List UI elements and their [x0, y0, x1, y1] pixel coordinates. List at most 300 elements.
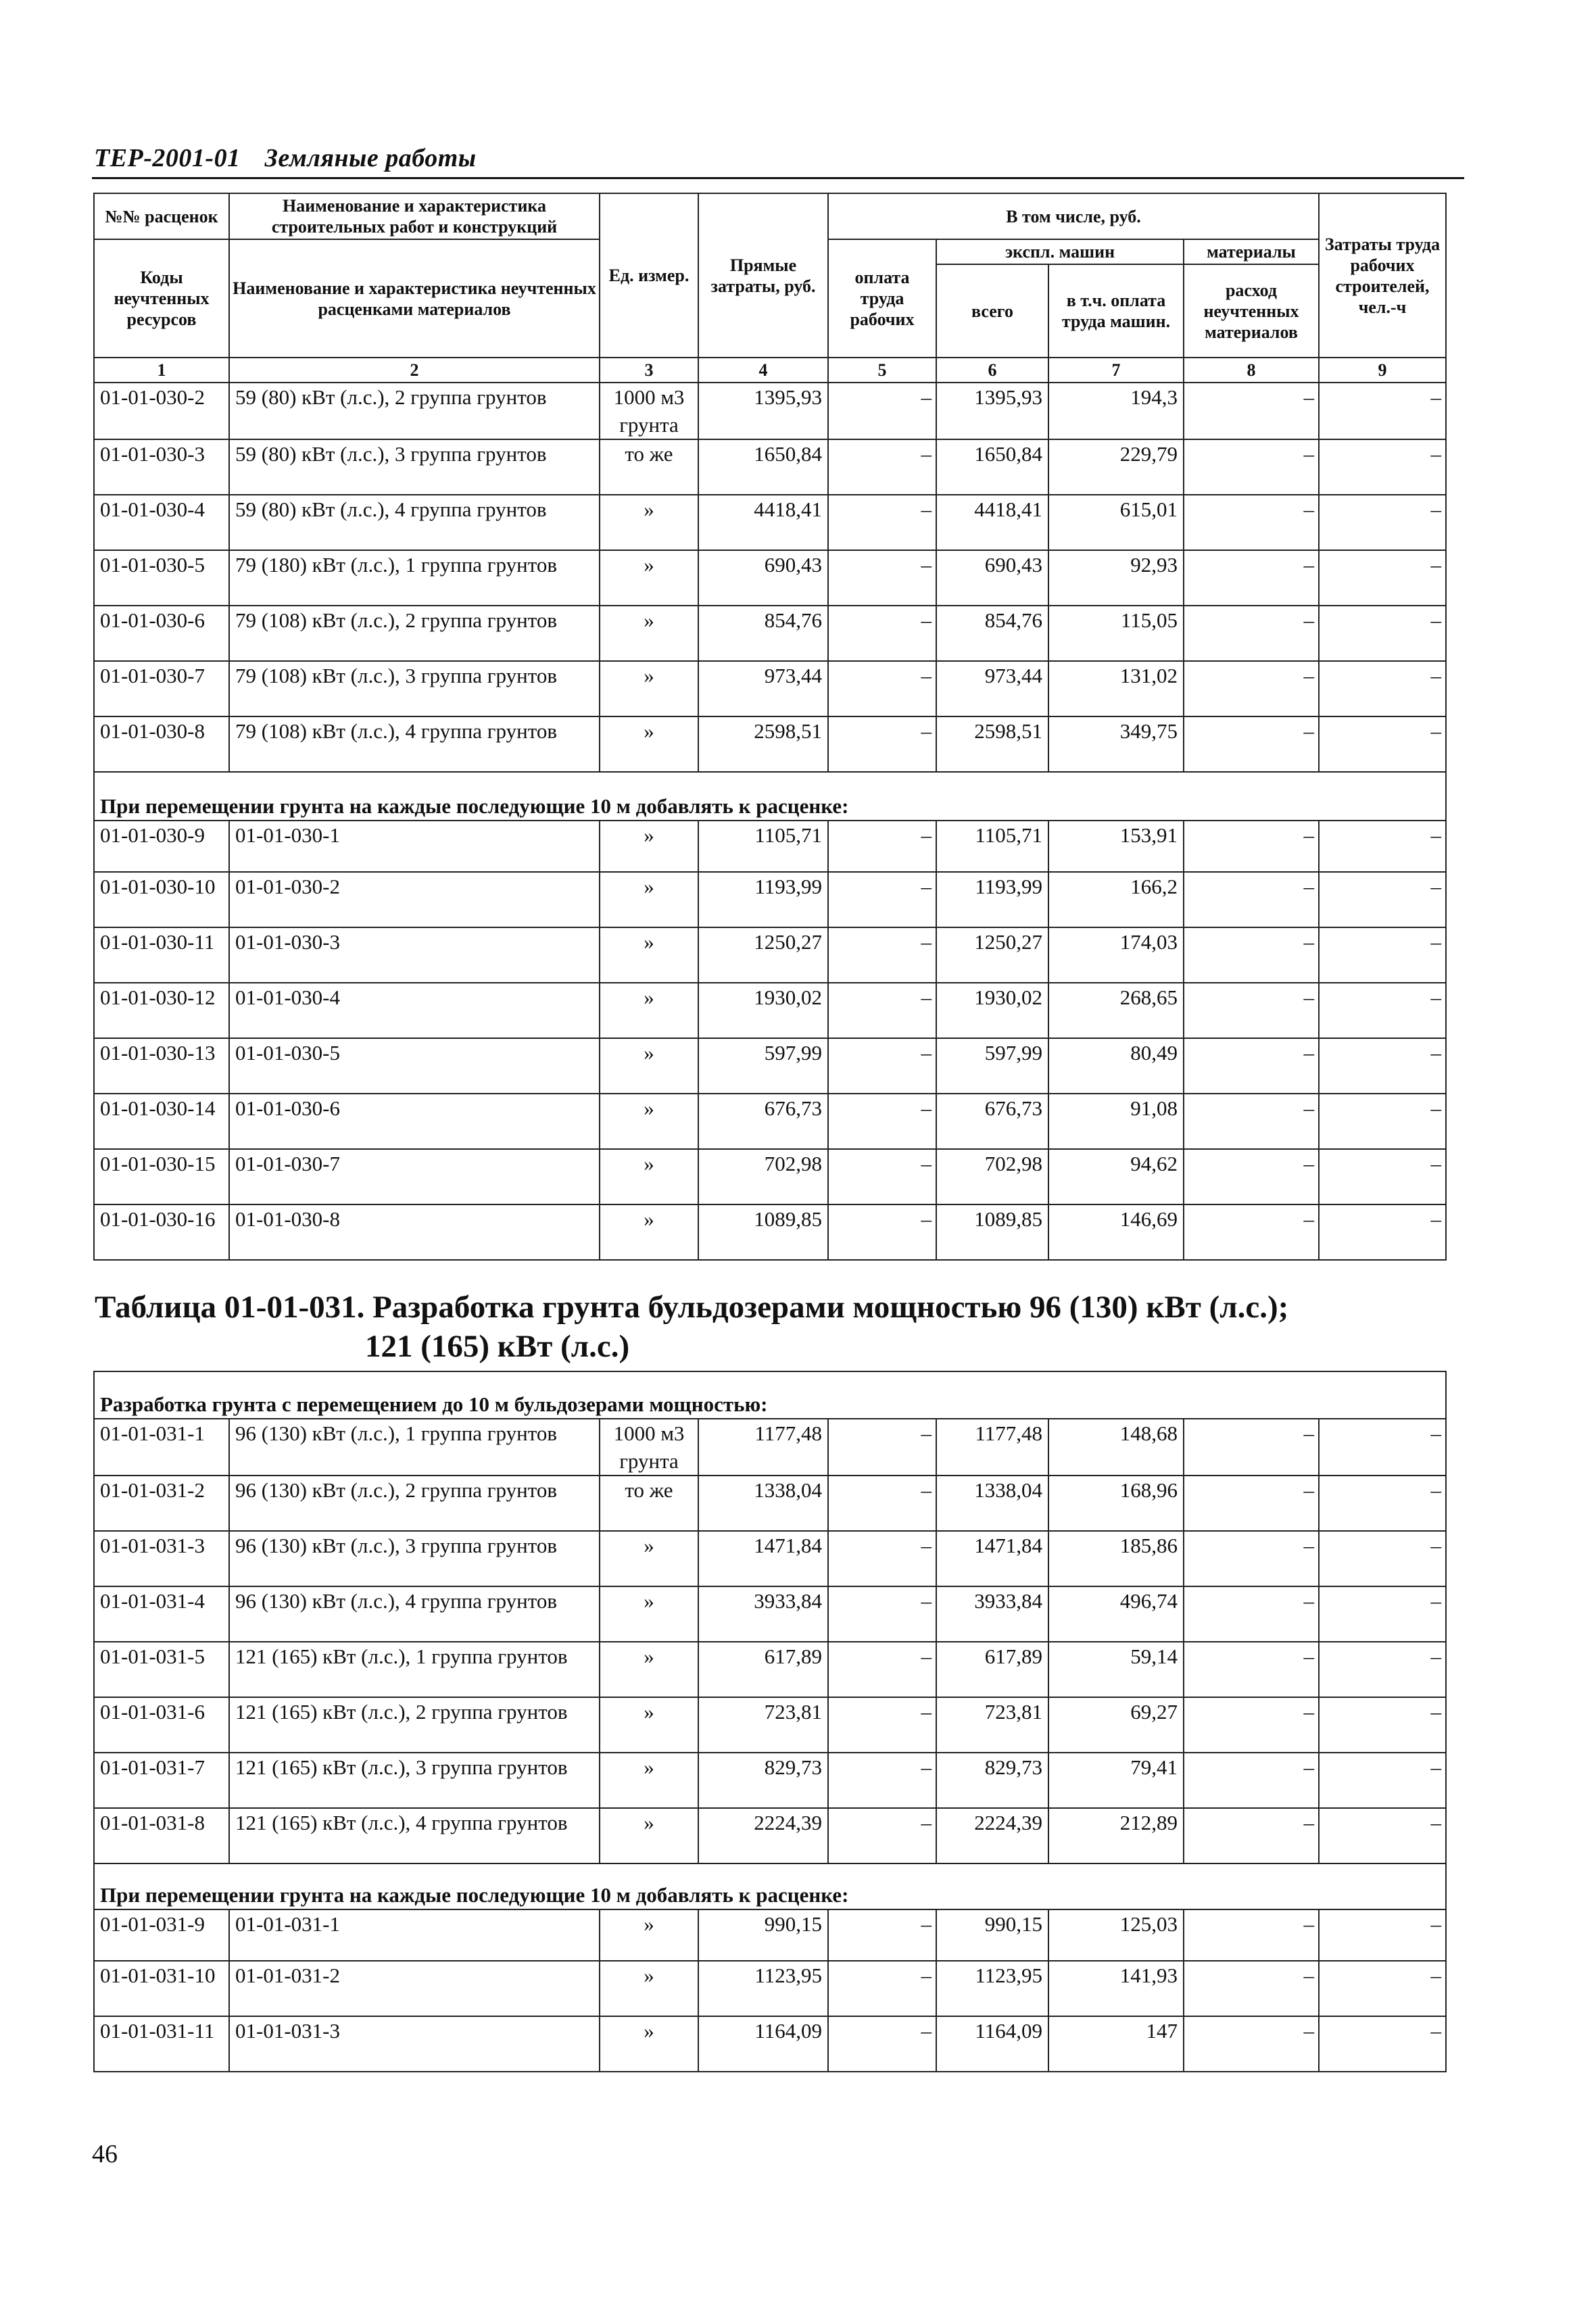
table-row: [94, 383, 1446, 439]
unit: 1000 м3 грунта: [600, 1419, 698, 1476]
rate-code: 01-01-030-2: [94, 383, 229, 439]
hdr-code-top: №№ расценок: [94, 193, 229, 239]
direct-cost: 4418,41: [698, 495, 828, 550]
machines-total: 1471,84: [936, 1531, 1048, 1586]
direct-cost: 854,76: [698, 606, 828, 661]
machines-total: 690,43: [936, 550, 1048, 606]
work-name: 01-01-030-6: [229, 1094, 600, 1149]
materials: –: [1184, 550, 1319, 606]
unit: »: [600, 1697, 698, 1753]
unit: то же: [600, 439, 698, 495]
column-number: 4: [698, 358, 828, 383]
column-numbers: [94, 358, 1446, 383]
materials: –: [1184, 821, 1319, 872]
materials: –: [1184, 606, 1319, 661]
rate-code: 01-01-030-7: [94, 661, 229, 716]
machines-total: 1193,99: [936, 872, 1048, 927]
hdr-code-bottom: Коды неучтенных ресурсов: [94, 239, 229, 358]
unit: »: [600, 1149, 698, 1204]
labor-hours: –: [1319, 1697, 1446, 1753]
machines-labor: 92,93: [1048, 550, 1184, 606]
materials: –: [1184, 1961, 1319, 2016]
labor-pay: –: [828, 1094, 936, 1149]
table-row: [94, 1909, 1446, 1961]
labor-hours: –: [1319, 383, 1446, 439]
section-note: При перемещении грунта на каждые последующие 10 м добавлять к расценке:: [94, 1863, 1446, 1909]
materials: –: [1184, 1697, 1319, 1753]
labor-hours: –: [1319, 1419, 1446, 1476]
labor-hours: –: [1319, 550, 1446, 606]
unit: »: [600, 606, 698, 661]
table-row: [94, 1419, 1446, 1476]
unit: 1000 м3 грунта: [600, 383, 698, 439]
unit: »: [600, 1204, 698, 1260]
labor-hours: –: [1319, 927, 1446, 983]
table-row: [94, 927, 1446, 983]
unit: »: [600, 495, 698, 550]
machines-labor: 125,03: [1048, 1909, 1184, 1961]
machines-labor: 168,96: [1048, 1476, 1184, 1531]
labor-hours: –: [1319, 1808, 1446, 1863]
labor-hours: –: [1319, 821, 1446, 872]
rate-code: 01-01-030-5: [94, 550, 229, 606]
unit: »: [600, 2016, 698, 2072]
column-number: 9: [1319, 358, 1446, 383]
rate-code: 01-01-031-10: [94, 1961, 229, 2016]
unit: »: [600, 1753, 698, 1808]
materials: –: [1184, 661, 1319, 716]
column-number: 6: [936, 358, 1048, 383]
direct-cost: 1471,84: [698, 1531, 828, 1586]
table-row: [94, 661, 1446, 716]
hdr-machines-total: всего: [936, 264, 1048, 358]
work-name: 121 (165) кВт (л.с.), 4 группа грунтов: [229, 1808, 600, 1863]
rate-code: 01-01-030-13: [94, 1038, 229, 1094]
table-row: [94, 606, 1446, 661]
rate-code: 01-01-031-9: [94, 1909, 229, 1961]
labor-hours: –: [1319, 1586, 1446, 1642]
table-title: [95, 1288, 1467, 1366]
unit: »: [600, 1642, 698, 1697]
unit: »: [600, 1961, 698, 2016]
rate-code: 01-01-030-4: [94, 495, 229, 550]
labor-hours: –: [1319, 439, 1446, 495]
labor-pay: –: [828, 1697, 936, 1753]
labor-pay: –: [828, 1642, 936, 1697]
column-number: 7: [1048, 358, 1184, 383]
labor-pay: –: [828, 1586, 936, 1642]
materials: –: [1184, 1094, 1319, 1149]
direct-cost: 1164,09: [698, 2016, 828, 2072]
table-row: [94, 1476, 1446, 1531]
section-row: [94, 1863, 1446, 1909]
machines-total: 1123,95: [936, 1961, 1048, 2016]
labor-pay: –: [828, 606, 936, 661]
hdr-machines: экспл. машин: [936, 239, 1184, 264]
labor-pay: –: [828, 550, 936, 606]
hdr-materials-unaccounted: расход неучтенных материалов: [1184, 264, 1319, 358]
direct-cost: 973,44: [698, 661, 828, 716]
table-row: [94, 1094, 1446, 1149]
work-name: 96 (130) кВт (л.с.), 4 группа грунтов: [229, 1586, 600, 1642]
labor-hours: –: [1319, 1204, 1446, 1260]
machines-total: 1338,04: [936, 1476, 1048, 1531]
direct-cost: 690,43: [698, 550, 828, 606]
work-name: 01-01-030-7: [229, 1149, 600, 1204]
machines-total: 990,15: [936, 1909, 1048, 1961]
machines-total: 617,89: [936, 1642, 1048, 1697]
unit: »: [600, 983, 698, 1038]
machines-total: 1395,93: [936, 383, 1048, 439]
labor-pay: –: [828, 1909, 936, 1961]
direct-cost: 617,89: [698, 1642, 828, 1697]
rate-code: 01-01-030-11: [94, 927, 229, 983]
table-header: [94, 193, 1446, 383]
labor-pay: –: [828, 716, 936, 772]
materials: –: [1184, 1038, 1319, 1094]
materials: –: [1184, 1642, 1319, 1697]
labor-hours: –: [1319, 872, 1446, 927]
materials: –: [1184, 2016, 1319, 2072]
work-name: 79 (108) кВт (л.с.), 3 группа грунтов: [229, 661, 600, 716]
rates-table-030: [93, 193, 1447, 1261]
labor-hours: –: [1319, 606, 1446, 661]
work-name: 59 (80) кВт (л.с.), 2 группа грунтов: [229, 383, 600, 439]
machines-total: 1650,84: [936, 439, 1048, 495]
hdr-unit: Ед. измер.: [600, 193, 698, 358]
table-row: [94, 1586, 1446, 1642]
work-name: 96 (130) кВт (л.с.), 3 группа грунтов: [229, 1531, 600, 1586]
direct-cost: 702,98: [698, 1149, 828, 1204]
table-title-line2: 121 (165) кВт (л.с.): [365, 1329, 630, 1364]
work-name: 79 (108) кВт (л.с.), 4 группа грунтов: [229, 716, 600, 772]
unit: »: [600, 661, 698, 716]
rate-code: 01-01-030-10: [94, 872, 229, 927]
column-number: 8: [1184, 358, 1319, 383]
work-name: 96 (130) кВт (л.с.), 1 группа грунтов: [229, 1419, 600, 1476]
work-name: 79 (180) кВт (л.с.), 1 группа грунтов: [229, 550, 600, 606]
table-row: [94, 550, 1446, 606]
column-number: 2: [229, 358, 600, 383]
machines-labor: 194,3: [1048, 383, 1184, 439]
labor-hours: –: [1319, 2016, 1446, 2072]
unit: »: [600, 821, 698, 872]
materials: –: [1184, 383, 1319, 439]
rate-code: 01-01-031-11: [94, 2016, 229, 2072]
direct-cost: 597,99: [698, 1038, 828, 1094]
hdr-machines-labor: в т.ч. оплата труда машин.: [1048, 264, 1184, 358]
work-name: 01-01-030-1: [229, 821, 600, 872]
direct-cost: 1250,27: [698, 927, 828, 983]
machines-labor: 268,65: [1048, 983, 1184, 1038]
machines-labor: 229,79: [1048, 439, 1184, 495]
labor-hours: –: [1319, 1642, 1446, 1697]
direct-cost: 1930,02: [698, 983, 828, 1038]
materials: –: [1184, 1476, 1319, 1531]
table-row: [94, 495, 1446, 550]
column-number: 5: [828, 358, 936, 383]
direct-cost: 990,15: [698, 1909, 828, 1961]
machines-labor: 94,62: [1048, 1149, 1184, 1204]
work-name: 01-01-031-2: [229, 1961, 600, 2016]
table-title-line1: Таблица 01-01-031. Разработка грунта бульдозерами мощностью 96 (130) кВт (л.с.);: [95, 1290, 1289, 1325]
table-row: [94, 1642, 1446, 1697]
page-number: 46: [92, 2140, 118, 2168]
materials: –: [1184, 439, 1319, 495]
machines-total: 973,44: [936, 661, 1048, 716]
machines-total: 4418,41: [936, 495, 1048, 550]
table-row: [94, 716, 1446, 772]
materials: –: [1184, 983, 1319, 1038]
labor-pay: –: [828, 1476, 936, 1531]
materials: –: [1184, 1586, 1319, 1642]
machines-labor: 91,08: [1048, 1094, 1184, 1149]
machines-total: 597,99: [936, 1038, 1048, 1094]
machines-labor: 69,27: [1048, 1697, 1184, 1753]
table-row: [94, 1531, 1446, 1586]
rate-code: 01-01-031-8: [94, 1808, 229, 1863]
labor-pay: –: [828, 1808, 936, 1863]
machines-labor: 185,86: [1048, 1531, 1184, 1586]
header-rule: [92, 177, 1464, 179]
work-name: 121 (165) кВт (л.с.), 3 группа грунтов: [229, 1753, 600, 1808]
unit: »: [600, 1094, 698, 1149]
work-name: 79 (108) кВт (л.с.), 2 группа грунтов: [229, 606, 600, 661]
table-row: [94, 1038, 1446, 1094]
labor-pay: –: [828, 1753, 936, 1808]
table-row: [94, 821, 1446, 872]
rates-table-031: [93, 1371, 1447, 2072]
materials: –: [1184, 1531, 1319, 1586]
direct-cost: 1177,48: [698, 1419, 828, 1476]
unit: »: [600, 716, 698, 772]
machines-total: 1164,09: [936, 2016, 1048, 2072]
table-row: [94, 983, 1446, 1038]
machines-labor: 174,03: [1048, 927, 1184, 983]
running-head: [94, 143, 494, 173]
machines-total: 1177,48: [936, 1419, 1048, 1476]
rate-code: 01-01-031-4: [94, 1586, 229, 1642]
unit: »: [600, 1531, 698, 1586]
materials: –: [1184, 495, 1319, 550]
direct-cost: 1105,71: [698, 821, 828, 872]
machines-total: 676,73: [936, 1094, 1048, 1149]
work-name: 59 (80) кВт (л.с.), 4 группа грунтов: [229, 495, 600, 550]
machines-total: 702,98: [936, 1149, 1048, 1204]
labor-pay: –: [828, 927, 936, 983]
machines-total: 1089,85: [936, 1204, 1048, 1260]
labor-hours: –: [1319, 1476, 1446, 1531]
direct-cost: 723,81: [698, 1697, 828, 1753]
table-body: [94, 1371, 1446, 2072]
work-name: 01-01-030-2: [229, 872, 600, 927]
machines-labor: 166,2: [1048, 872, 1184, 927]
labor-pay: –: [828, 1204, 936, 1260]
direct-cost: 2598,51: [698, 716, 828, 772]
rate-code: 01-01-031-1: [94, 1419, 229, 1476]
labor-pay: –: [828, 872, 936, 927]
work-name: 01-01-030-3: [229, 927, 600, 983]
machines-total: 829,73: [936, 1753, 1048, 1808]
rate-code: 01-01-031-2: [94, 1476, 229, 1531]
direct-cost: 1338,04: [698, 1476, 828, 1531]
hdr-labor-pay: оплата труда рабочих: [828, 239, 936, 358]
labor-hours: –: [1319, 495, 1446, 550]
hdr-including: В том числе, руб.: [828, 193, 1319, 239]
section-note: При перемещении грунта на каждые последующие 10 м добавлять к расценке:: [94, 772, 1446, 821]
labor-hours: –: [1319, 1094, 1446, 1149]
table-row: [94, 2016, 1446, 2072]
labor-pay: –: [828, 1531, 936, 1586]
machines-labor: 212,89: [1048, 1808, 1184, 1863]
unit: »: [600, 872, 698, 927]
work-name: 96 (130) кВт (л.с.), 2 группа грунтов: [229, 1476, 600, 1531]
machines-total: 2224,39: [936, 1808, 1048, 1863]
rate-code: 01-01-031-5: [94, 1642, 229, 1697]
direct-cost: 1650,84: [698, 439, 828, 495]
hdr-name-top: Наименование и характеристика строительных работ и конструкций: [229, 193, 600, 239]
table-row: [94, 1697, 1446, 1753]
work-name: 59 (80) кВт (л.с.), 3 группа грунтов: [229, 439, 600, 495]
labor-pay: –: [828, 383, 936, 439]
materials: –: [1184, 1149, 1319, 1204]
hdr-direct-cost: Прямые затраты, руб.: [698, 193, 828, 358]
unit: »: [600, 1909, 698, 1961]
machines-total: 723,81: [936, 1697, 1048, 1753]
labor-pay: –: [828, 1149, 936, 1204]
rate-code: 01-01-030-16: [94, 1204, 229, 1260]
machines-labor: 141,93: [1048, 1961, 1184, 2016]
table-body: [94, 383, 1446, 1260]
rate-code: 01-01-031-7: [94, 1753, 229, 1808]
machines-labor: 615,01: [1048, 495, 1184, 550]
section-row: [94, 772, 1446, 821]
unit: »: [600, 550, 698, 606]
section-row: [94, 1371, 1446, 1419]
labor-pay: –: [828, 439, 936, 495]
machines-labor: 80,49: [1048, 1038, 1184, 1094]
unit: то же: [600, 1476, 698, 1531]
direct-cost: 2224,39: [698, 1808, 828, 1863]
labor-pay: –: [828, 495, 936, 550]
work-name: 121 (165) кВт (л.с.), 1 группа грунтов: [229, 1642, 600, 1697]
table-row: [94, 1149, 1446, 1204]
work-name: 01-01-030-4: [229, 983, 600, 1038]
materials: –: [1184, 1909, 1319, 1961]
materials: –: [1184, 1753, 1319, 1808]
machines-labor: 147: [1048, 2016, 1184, 2072]
labor-hours: –: [1319, 983, 1446, 1038]
work-name: 01-01-031-3: [229, 2016, 600, 2072]
direct-cost: 1193,99: [698, 872, 828, 927]
labor-pay: –: [828, 1961, 936, 2016]
direct-cost: 676,73: [698, 1094, 828, 1149]
unit: »: [600, 1808, 698, 1863]
table-row: [94, 1753, 1446, 1808]
rate-code: 01-01-030-3: [94, 439, 229, 495]
direct-cost: 1395,93: [698, 383, 828, 439]
hdr-labor-hours: Затраты труда рабочих строителей, чел.-ч: [1319, 193, 1446, 358]
labor-hours: –: [1319, 661, 1446, 716]
labor-pay: –: [828, 2016, 936, 2072]
machines-labor: 146,69: [1048, 1204, 1184, 1260]
column-number: 1: [94, 358, 229, 383]
direct-cost: 3933,84: [698, 1586, 828, 1642]
unit: »: [600, 927, 698, 983]
table-row: [94, 1204, 1446, 1260]
table-row: [94, 439, 1446, 495]
machines-total: 1930,02: [936, 983, 1048, 1038]
table-row: [94, 1961, 1446, 2016]
materials: –: [1184, 872, 1319, 927]
labor-pay: –: [828, 1419, 936, 1476]
unit: »: [600, 1586, 698, 1642]
work-name: 01-01-030-8: [229, 1204, 600, 1260]
labor-hours: –: [1319, 716, 1446, 772]
machines-total: 1250,27: [936, 927, 1048, 983]
unit: »: [600, 1038, 698, 1094]
work-name: 121 (165) кВт (л.с.), 2 группа грунтов: [229, 1697, 600, 1753]
labor-pay: –: [828, 983, 936, 1038]
section-heading: Разработка грунта с перемещением до 10 м бульдозерами мощностью:: [94, 1371, 1446, 1419]
labor-hours: –: [1319, 1753, 1446, 1808]
machines-labor: 148,68: [1048, 1419, 1184, 1476]
table-row: [94, 1808, 1446, 1863]
hdr-name-bottom: Наименование и характеристика неучтенных расценками материалов: [229, 239, 600, 358]
rate-code: 01-01-031-3: [94, 1531, 229, 1586]
materials: –: [1184, 927, 1319, 983]
rate-code: 01-01-030-6: [94, 606, 229, 661]
labor-hours: –: [1319, 1961, 1446, 2016]
rate-code: 01-01-030-14: [94, 1094, 229, 1149]
labor-pay: –: [828, 821, 936, 872]
work-name: 01-01-031-1: [229, 1909, 600, 1961]
machines-labor: 59,14: [1048, 1642, 1184, 1697]
machines-labor: 349,75: [1048, 716, 1184, 772]
materials: –: [1184, 716, 1319, 772]
machines-labor: 79,41: [1048, 1753, 1184, 1808]
labor-pay: –: [828, 1038, 936, 1094]
machines-total: 854,76: [936, 606, 1048, 661]
materials: –: [1184, 1419, 1319, 1476]
direct-cost: 1123,95: [698, 1961, 828, 2016]
table-row: [94, 872, 1446, 927]
rate-code: 01-01-030-12: [94, 983, 229, 1038]
rate-code: 01-01-031-6: [94, 1697, 229, 1753]
machines-total: 2598,51: [936, 716, 1048, 772]
doc-code: ТЕР-2001-01: [94, 144, 241, 172]
labor-hours: –: [1319, 1149, 1446, 1204]
rate-code: 01-01-030-8: [94, 716, 229, 772]
machines-labor: 115,05: [1048, 606, 1184, 661]
machines-labor: 496,74: [1048, 1586, 1184, 1642]
rate-code: 01-01-030-9: [94, 821, 229, 872]
machines-total: 3933,84: [936, 1586, 1048, 1642]
labor-hours: –: [1319, 1038, 1446, 1094]
labor-hours: –: [1319, 1909, 1446, 1961]
materials: –: [1184, 1808, 1319, 1863]
work-name: 01-01-030-5: [229, 1038, 600, 1094]
machines-labor: 153,91: [1048, 821, 1184, 872]
rate-code: 01-01-030-15: [94, 1149, 229, 1204]
column-number: 3: [600, 358, 698, 383]
labor-pay: –: [828, 661, 936, 716]
hdr-materials: материалы: [1184, 239, 1319, 264]
section-name: Земляные работы: [264, 144, 477, 172]
direct-cost: 829,73: [698, 1753, 828, 1808]
machines-labor: 131,02: [1048, 661, 1184, 716]
materials: –: [1184, 1204, 1319, 1260]
